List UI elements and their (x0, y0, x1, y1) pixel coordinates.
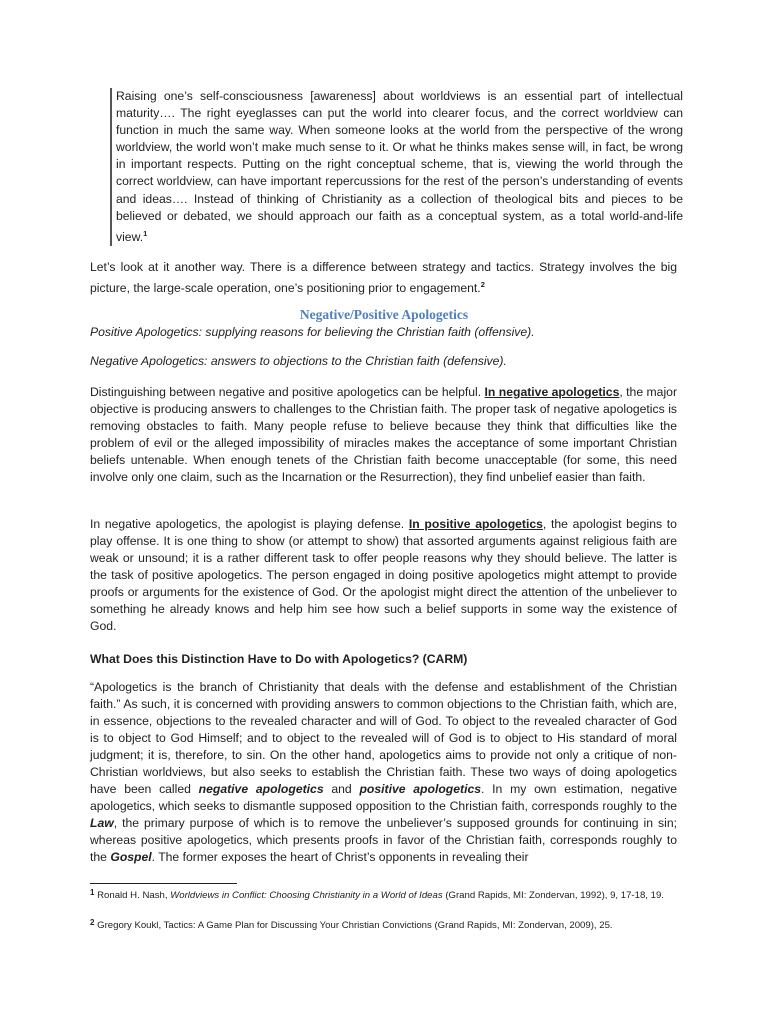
carm-subheading: What Does this Distinction Have to Do with Apologetics? (CARM) (90, 652, 468, 666)
paragraph-text: . In my own estimation, negative apologetics, which seeks to dismantle supposed opposition to the Christian faith, corresponds roughly to the (90, 782, 677, 814)
paragraph-text: In negative apologetics, the apologist is playing defense. (90, 517, 409, 531)
strategy-paragraph-text: Let’s look at it another way. There is a difference between strategy and tactics. Strategy involves the big picture, the large-scale operation, one’s positioning prior to engagement. (90, 260, 677, 295)
term-negative-apologetics: negative apologetics (198, 782, 324, 797)
definition-negative: Negative Apologetics: answers to objections to the Christian faith (defensive). (90, 354, 507, 368)
footnote-text: Gregory Koukl, Tactics: A Game Plan for Discussing Your Christian Convictions (Grand Rapids, MI: Zondervan, 2009), 25. (94, 920, 613, 931)
paragraph-text: , the apologist begins to play offense. It is one thing to show (or attempt to show) that assorted arguments against religious faith are weak or unsound; it is a rather different task to offer people reasons why they should believe. The latter is the task of positive apologetics. The person engaged in doing positive apologetics might attempt to provide proofs or arguments for the existence of God. Or the apologist might direct the attention of the unbeliever to something he already knows and help him see how such a belief supports in some way the existence of God. (90, 517, 677, 633)
paragraph-text: Distinguishing between negative and positive apologetics can be helpful. (90, 385, 485, 399)
footnote-number: 1 (90, 888, 95, 897)
footnote-number: 2 (90, 918, 95, 927)
footnote-text: (Grand Rapids, MI: Zondervan, 1992), 9, 17-18, 19. (442, 890, 664, 901)
footnote-book-title: Worldviews in Conflict: Choosing Christianity in a World of Ideas (170, 890, 443, 901)
negative-apologetics-paragraph (90, 384, 677, 486)
block-quote (110, 88, 683, 246)
paragraph-text: and (323, 782, 360, 797)
block-quote-text: Raising one’s self-consciousness [awareness] about worldviews is an essential part of intellectual maturity…. The right eyeglasses can put the world into clearer focus, and the correct worldview can function in much the same way. When someone looks at the world from the perspective of the wrong worldview, the world won’t make much sense to it. Or what he thinks makes sense will, in fact, be wrong in important respects. Putting on the right conceptual scheme, that is, viewing the world through the correct worldview, can have important repercussions for the rest of the person’s understanding of events and ideas…. Instead of thinking of Christianity as a collection of theological bits and pieces to be believed or debated, we should approach our faith as a conceptual system, as a total world-and-life view. (116, 89, 683, 244)
paragraph-text: , the major objective is producing answers to challenges to the Christian faith. The proper task of negative apologetics is removing obstacles to faith. Many people refuse to believe because they think that difficulties like the problem of evil or the alleged impossibility of miracles makes the acceptance of some important Christian beliefs untenable. When enough tenets of the Christian faith become unacceptable (for some, this need involve only one claim, such as the Incarnation or the Resurrection), they find unbelief easier than faith. (90, 385, 677, 485)
term-positive-apologetics: positive apologetics (359, 782, 482, 797)
section-heading: Negative/Positive Apologetics (299, 307, 469, 322)
footnote-2 (90, 917, 680, 933)
definition-positive: Positive Apologetics: supplying reasons for believing the Christian faith (offensive). (90, 325, 535, 339)
paragraph-text: , the primary purpose of which is to remove the unbeliever’s supposed grounds for continuing in sin; whereas positive apologetics, which presents proofs in favor of the Christian faith, corresponds roughly to the (90, 816, 677, 865)
paragraph-text: . The former exposes the heart of Christ’s opponents in revealing their (151, 850, 529, 865)
emphasis-negative-apologetics: In negative apologetics (484, 385, 620, 399)
term-gospel: Gospel (110, 850, 152, 865)
paragraph-text: “Apologetics is the branch of Christianity that deals with the defense and establishment of the Christian faith.” As such, it is concerned with providing answers to common objections to the Christian faith, which are, in essence, objections to the revealed character and will of God. To object to the revealed character of God is to object to God Himself; and to object to the revealed will of God is to object to His standard of moral judgment; it is, therefore, to sin. On the other hand, apologetics aims to provide not only a critique of non-Christian worldviews, but also seeks to establish the Christian faith. These two ways of doing apologetics have been called (90, 680, 677, 797)
footnote-ref-2[interactable]: 2 (480, 280, 485, 289)
carm-paragraph (90, 679, 677, 867)
footnote-1 (90, 887, 680, 903)
footnote-ref-1[interactable]: 1 (143, 228, 148, 238)
strategy-paragraph (90, 259, 677, 297)
term-law: Law (90, 816, 114, 831)
positive-apologetics-paragraph (90, 516, 677, 635)
emphasis-positive-apologetics: In positive apologetics (408, 517, 543, 531)
footnote-text: Ronald H. Nash, (94, 890, 171, 901)
footnote-divider (90, 883, 237, 884)
